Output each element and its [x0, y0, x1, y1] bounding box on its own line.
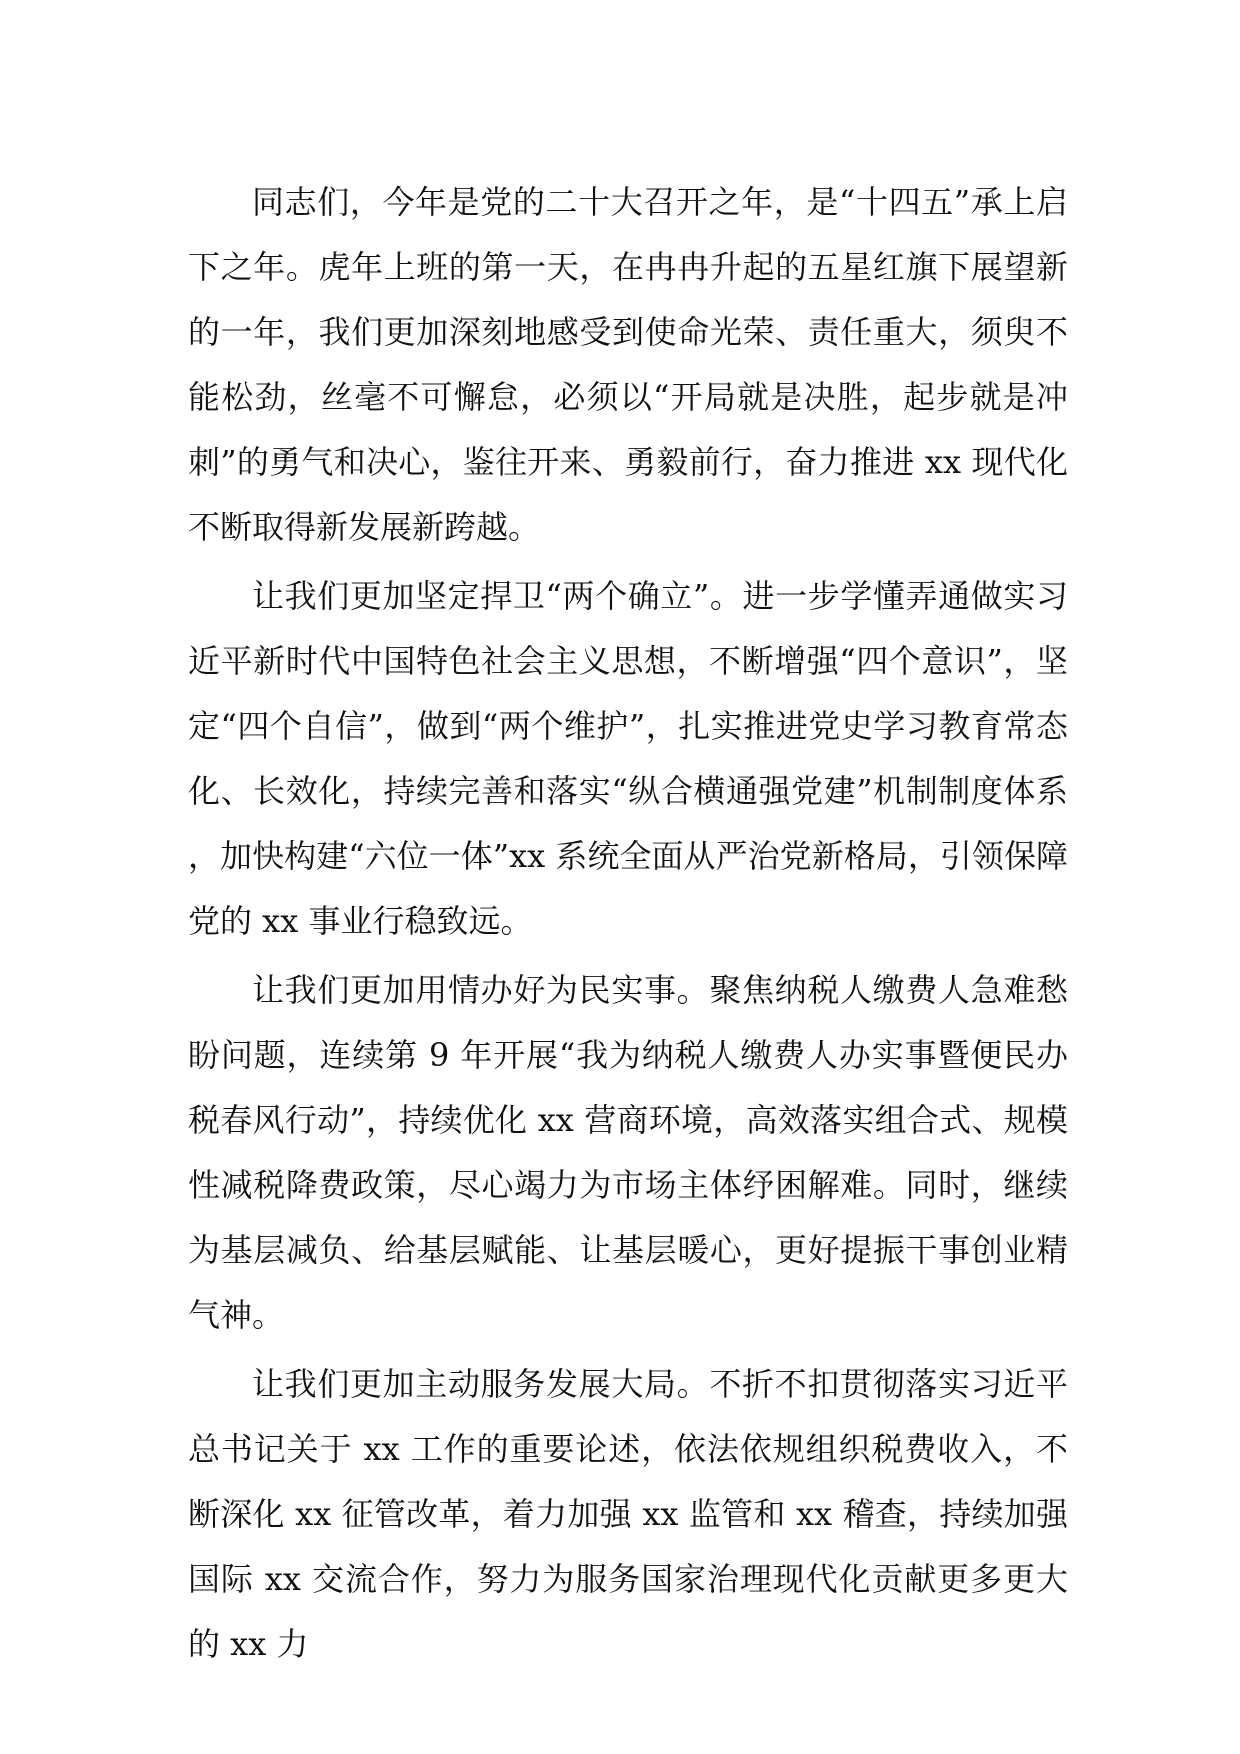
paragraph-people-services: 让我们更加用情办好为民实事。聚焦纳税人缴费人急难愁盼问题，连续第 9 年开展“我为纳税人缴费人办实事暨便民办税春风行动”，持续优化 xx 营商环境，高效落实组合式、规模性减税降费政策，尽心竭力为市场主体纾困解难。同时，继续为基层减负、给基层赋能、让基层暖心，更好提振干事创业精气神。 — [188, 971, 1068, 1334]
paragraph-serve-development: 让我们更加主动服务发展大局。不折不扣贯彻落实习近平总书记关于 xx 工作的重要论述，依法依规组织税费收入，不断深化 xx 征管改革，着力加强 xx 监管和 xx 稽查，持续加强国际 xx 交流合作，努力为服务国家治理现代化贡献更多更大的 xx 力 — [188, 1365, 1068, 1663]
document-body — [188, 170, 1068, 1677]
paragraph-opening: 同志们，今年是党的二十大召开之年，是“十四五”承上启下之年。虎年上班的第一天，在冉冉升起的五星红旗下展望新的一年，我们更加深刻地感受到使命光荣、责任重大，须臾不能松劲，丝毫不可懈怠，必须以“开局就是决胜，起步就是冲刺”的勇气和决心，鉴往开来、勇毅前行，奋力推进 xx 现代化不断取得新发展新跨越。 — [188, 183, 1068, 546]
paragraph-two-establishments: 让我们更加坚定捍卫“两个确立”。进一步学懂弄通做实习近平新时代中国特色社会主义思想，不断增强“四个意识”，坚定“四个自信”，做到“两个维护”，扎实推进党史学习教育常态化、长效化，持续完善和落实“纵合横通强党建”机制制度体系，加快构建“六位一体”xx 系统全面从严治党新格局，引领保障党的 xx 事业行稳致远。 — [188, 577, 1068, 940]
